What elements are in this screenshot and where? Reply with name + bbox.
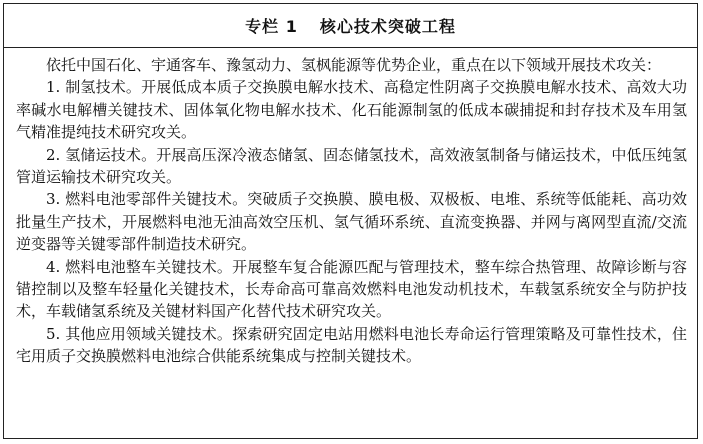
intro-paragraph: 依托中国石化、宇通客车、豫氢动力、氢枫能源等优势企业，重点在以下领域开展技术攻关： (46, 56, 662, 74)
fuel-cell-components-paragraph: 3. 燃料电池零部件关键技术。突破质子交换膜、膜电极、双极板、电堆、系统等低能耗、高功效批量生产技术，开展燃料电池无油高效空压机、氢气循环系统、直流变换器、并网与离网型直流/交流逆变器等关键零部件制造技术研究。 (16, 190, 687, 254)
column-box (3, 3, 698, 439)
column-title (4, 4, 697, 48)
column-content (4, 48, 697, 368)
column-label: 专栏 1 (245, 17, 298, 36)
column-title-text: 核心技术突破工程 (319, 17, 456, 36)
other-applications-paragraph: 5. 其他应用领域关键技术。探索研究固定电站用燃料电池长寿命运行管理策略及可靠性技术，住宅用质子交换膜燃料电池综合供能系统集成与控制关键技术。 (16, 324, 687, 366)
hydrogen-storage-paragraph: 2. 氢储运技术。开展高压深冷液态储氢、固态储氢技术，高效液氢制备与储运技术，中低压纯氢管道运输技术研究攻关。 (16, 145, 687, 187)
fuel-cell-vehicle-paragraph: 4. 燃料电池整车关键技术。开展整车复合能源匹配与管理技术，整车综合热管理、故障诊断与容错控制以及整车轻量化关键技术，长寿命高可靠高效燃料电池发动机技术，车载氢系统安全与防护技术，车载储氢系统及关键材料国产化替代技术研究攻关。 (16, 257, 687, 321)
hydrogen-production-paragraph: 1. 制氢技术。开展低成本质子交换膜电解水技术、高稳定性阴离子交换膜电解水技术、高效大功率碱水电解槽关键技术、固体氧化物电解水技术、化石能源制氢的低成本碳捕捉和封存技术及车用氢气精准提纯技术研究攻关。 (16, 78, 687, 142)
